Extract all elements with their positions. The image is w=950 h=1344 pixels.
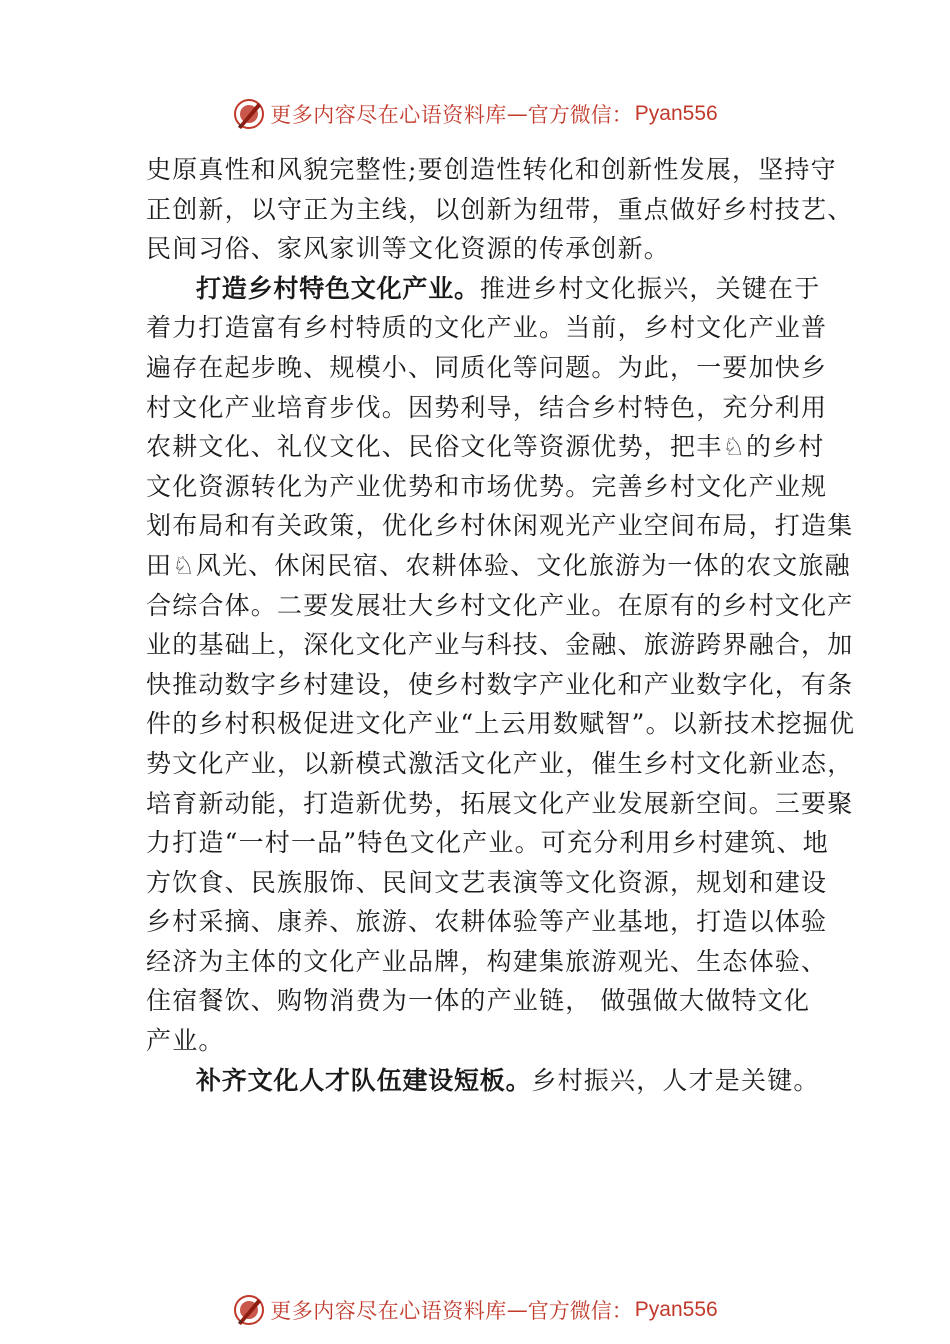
text-line: 田♘风光、休闲民宿、农耕体验、文化旅游为一体的农文旅融 (146, 550, 851, 580)
text-line: 划布局和有关政策，优化乡村休闲观光产业空间布局，打造集 (146, 511, 854, 541)
text-line: 遍存在起步晚、规模小、同质化等问题。为此，一要加快乡 (146, 352, 828, 382)
text-line: 势文化产业，以新模式激活文化产业，催生乡村文化新业态， (146, 748, 854, 778)
text-line (146, 269, 822, 309)
watermark-footer (0, 1290, 950, 1330)
text-line (146, 1061, 822, 1101)
text-line: 力打造“一村一品”特色文化产业。可充分利用乡村建筑、地 (146, 828, 829, 858)
text-line: 着力打造富有乡村特质的文化产业。当前，乡村文化产业普 (146, 313, 828, 343)
text-line: 业的基础上，深化文化产业与科技、金融、旅游跨界融合，加 (146, 630, 854, 660)
watermark-wechat-id: Pyan556 (634, 1298, 718, 1321)
text-line: 村文化产业培育步伐。因势利导，结合乡村特色，充分利用 (146, 392, 828, 422)
text-line: 农耕文化、礼仪文化、民俗文化等资源优势，把丰♘的乡村 (146, 432, 825, 462)
text-line: 产业。 (146, 1026, 225, 1056)
text-line: 文化资源转化为产业优势和市场优势。完善乡村文化产业规 (146, 471, 828, 501)
paragraph (146, 269, 856, 1061)
text-line: 乡村采摘、康养、旅游、农耕体验等产业基地，打造以体验 (146, 907, 828, 937)
text-line: 民间习俗、家风家训等文化资源的传承创新。 (146, 234, 671, 264)
watermark-wechat-label: 官方微信： (527, 1299, 633, 1323)
paragraph (146, 1061, 822, 1101)
text-run: 乡村振兴，人才是关键。 (531, 1065, 820, 1095)
watermark-separator: — (506, 1298, 528, 1322)
text-line: 件的乡村积极促进文化产业“上云用数赋智”。以新技术挖掘优 (146, 709, 856, 739)
text-line: 方饮食、民族服饰、民间文艺表演等文化资源，规划和建设 (146, 867, 828, 897)
text-line: 合综合体。二要发展壮大乡村文化产业。在原有的乡村文化产 (146, 590, 854, 620)
document-body (146, 150, 856, 1100)
text-line: 正创新，以守正为主线，以创新为纽带，重点做好乡村技艺、 (146, 194, 854, 224)
text-line: 快推动数字乡村建设，使乡村数字产业化和产业数字化，有条 (146, 669, 854, 699)
text-run: 推进乡村文化振兴，关键在于 (479, 273, 821, 303)
watermark-wechat-id: Pyan556 (634, 102, 718, 125)
paragraph-heading: 补齐文化人才队伍建设短板。 (196, 1065, 532, 1095)
paragraph-heading: 打造乡村特色文化产业。 (196, 273, 480, 303)
text-line: 经济为主体的文化产业品牌，构建集旅游观光、生态体验、 (146, 946, 828, 976)
pen-logo-icon (232, 97, 266, 131)
watermark-header (0, 94, 950, 134)
paragraph (146, 150, 854, 269)
watermark-site-text: 更多内容尽在心语资料库 (270, 103, 507, 127)
text-line: 培育新动能，打造新优势，拓展文化产业发展新空间。三要聚 (146, 788, 854, 818)
watermark-site-text: 更多内容尽在心语资料库 (270, 1299, 507, 1323)
text-line: 史原真性和风貌完整性;要创造性转化和创新性发展，坚持守 (146, 155, 837, 184)
watermark-wechat-label: 官方微信： (527, 103, 633, 127)
text-line: 住宿餐饮、购物消费为一体的产业链， 做强做大做特文化 (146, 986, 811, 1016)
watermark-separator: — (506, 102, 528, 126)
pen-logo-icon (232, 1293, 266, 1327)
